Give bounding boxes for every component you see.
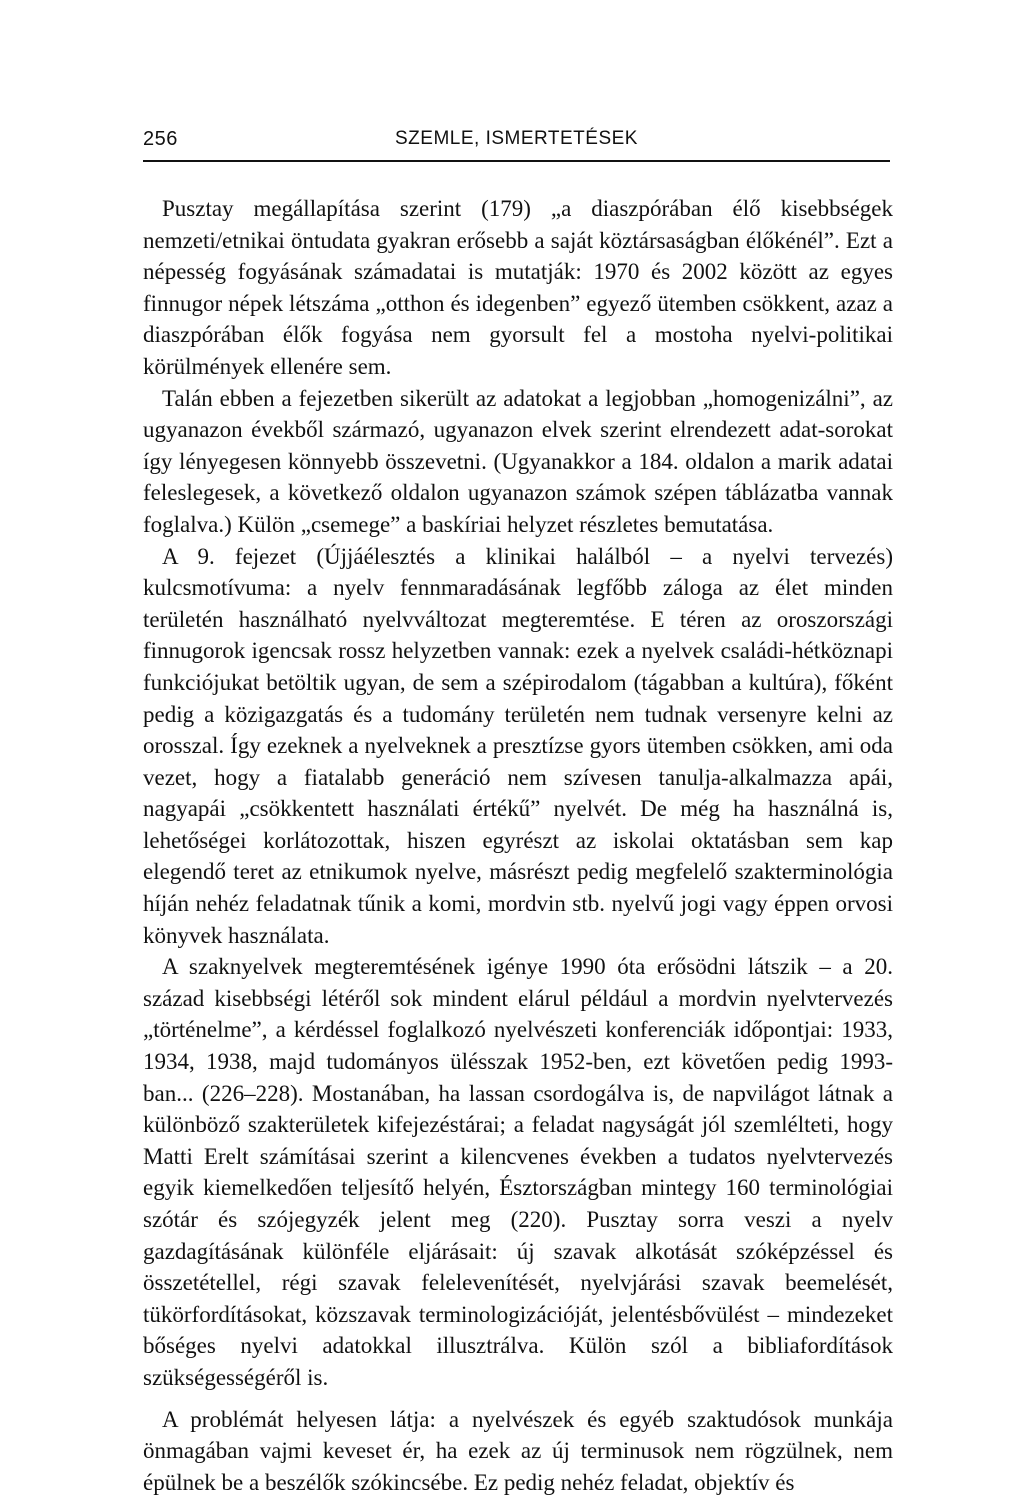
body-text bbox=[143, 193, 893, 1498]
running-head bbox=[143, 128, 890, 158]
paragraph-homogenize: Talán ebben a fejezetben sikerült az adatokat a legjobban „homogenizálni”, az ugyanazon évekből származó, ugyanazon elvek szerint elrendezett adat-sorokat így lényegesen könnyebb összevetni. (Ugyanakkor a 184. oldalon a marik adatai feleslegesek, a következő oldalon ugyanazon számok szépen táblázatba vannak foglalva.) Külön „csemege” a baskíriai helyzet részletes bemutatása. bbox=[143, 385, 893, 537]
running-title: SZEMLE, ISMERTETÉSEK bbox=[395, 128, 638, 149]
page-number: 256 bbox=[143, 128, 178, 150]
paragraph-terminology: A szaknyelvek megteremtésének igénye 1990 óta erősödni látszik – a 20. század kisebbségi létéről sok mindent elárul például a mordvin nyelvtervezés „történelme”, a kérdéssel foglalkozó nyelvészeti konferenciák időpontjai: 1933, 1934, 1938, majd tudományos ülésszak 1952-ben, ezt követően pedig 1993-ban... (226–228). Mostanában, ha lassan csordogálva is, de napvilágot látnak a különböző szakterületek kifejezéstárai; a feladat nagyságát jól szemlélteti, hogy Matti Erelt számításai szerint a kilencvenes években a tudatos nyelvtervezés egyik kiemelkedően teljesítő helyén, Észtországban mintegy 160 terminológiai szótár és szójegyzék jelent meg (220). Pusztay sorra veszi a nyelv gazdagításának különféle eljárásait: új szavak alkotását szóképzéssel és összetétellel, régi szavak felelevenítését, nyelvjárási szavak beemelését, tükörfordításokat, közszavak terminologizációját, jelentésbővülést – mindezeket bőséges nyelvi adatokkal illusztrálva. Külön szól a bibliafordítások szükségességéről is. bbox=[143, 954, 893, 1390]
paragraph-diaspora: Pusztay megállapítása szerint (179) „a diaszpórában élő kisebbségek nemzeti/etnikai öntudata gyakran erősebb a saját köztársaságban élőkénél”. Ezt a népesség fogyásának számadatai is mutatják: 1970 és 2002 között az egyes finnugor népek létszáma „otthon és idegenben” egyező ütemben csökkent, azaz a diaszpórában élők fogyása nem gyorsult fel a mostoha nyelvi-politikai körülmények ellenére sem. bbox=[143, 196, 893, 379]
paragraph-chapter-nine: A 9. fejezet (Újjáélesztés a klinikai halálból – a nyelvi tervezés) kulcsmotívuma: a nyelv fennmaradásának legfőbb záloga az élet minden területén használható nyelvváltozat megteremtése. E téren az oroszországi finnugorok igencsak rossz helyzetben vannak: ezek a nyelvek családi-hétköznapi funkciójukat betöltik ugyan, de sem a szépirodalom (tágabban a kultúra), főként pedig a közigazgatás és a tudomány területén nem tudnak versenyre kelni az orosszal. Így ezeknek a nyelveknek a presztízse gyors ütemben csökken, ami oda vezet, hogy a fiatalabb generáció nem szívesen tanulja-alkalmazza apái, nagyapái „csökkentett használati értékű” nyelvét. De még ha használná is, lehetőségei korlátozottak, hiszen egyrészt az iskolai oktatásban sem kap elegendő teret az etnikumok nyelve, másrészt pedig megfelelő szakterminológia híján nehéz feladatnak tűnik a komi, mordvin stb. nyelvű jogi vagy éppen orvosi könyvek használata. bbox=[143, 543, 893, 948]
paragraph-problem: A problémát helyesen látja: a nyelvészek és egyéb szaktudósok munkája önmagában vajmi keveset ér, ha ezek az új terminusok nem rögzülnek, nem épülnek be a beszélők szókincsébe. Ez pedig nehéz feladat, objektív és bbox=[143, 1406, 893, 1495]
header-rule bbox=[143, 160, 890, 162]
